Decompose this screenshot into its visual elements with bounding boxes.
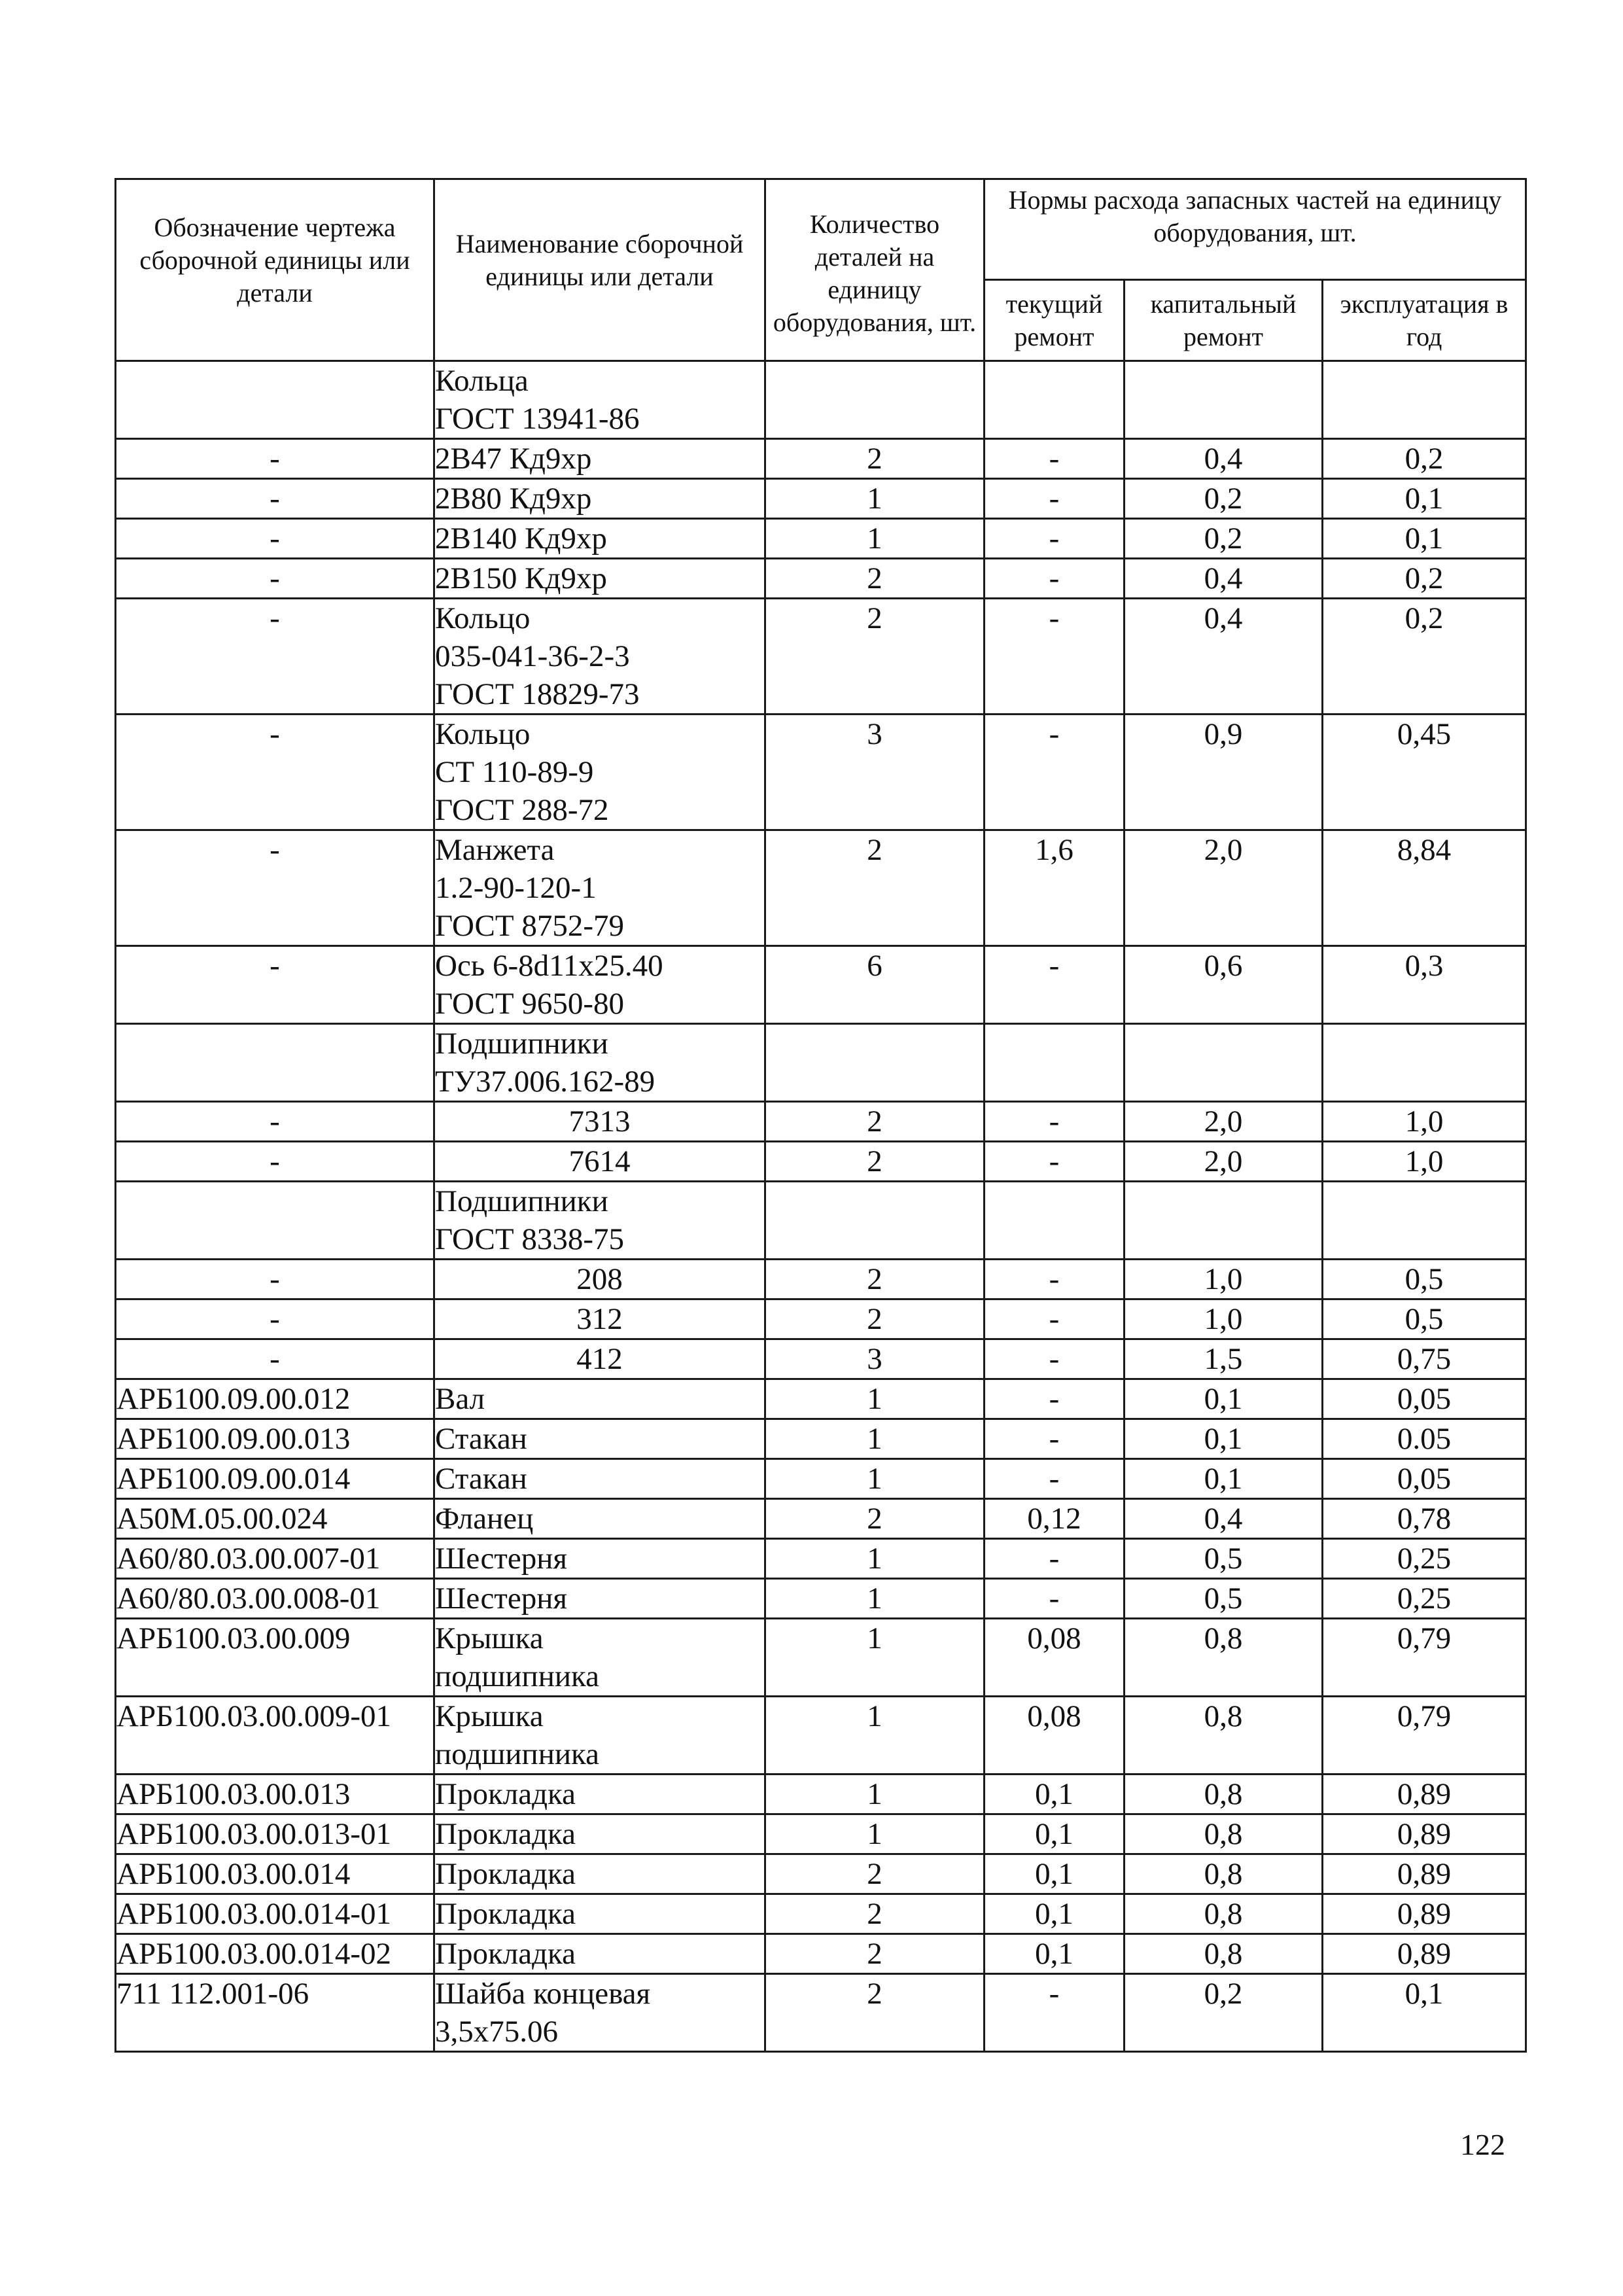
cell-designation: АРБ100.09.00.012 [116, 1379, 434, 1419]
cell-name: 2В140 Кд9хр [434, 519, 765, 559]
cell-designation: - [116, 519, 434, 559]
cell-operation-per-year: 0,5 [1323, 1299, 1526, 1339]
cell-quantity: 1 [765, 1539, 985, 1579]
cell-quantity: 1 [765, 479, 985, 519]
cell-quantity: 1 [765, 1379, 985, 1419]
cell-capital-repair: 0,8 [1125, 1619, 1323, 1697]
cell-operation-per-year: 0.05 [1323, 1419, 1526, 1459]
cell-designation: - [116, 830, 434, 946]
cell-operation-per-year: 0,1 [1323, 479, 1526, 519]
table-row [116, 1499, 1526, 1539]
cell-name: Кольцо 035-041-36-2-3 ГОСТ 18829-73 [434, 599, 765, 715]
cell-capital-repair [1125, 1182, 1323, 1260]
cell-current-repair: - [985, 1339, 1125, 1379]
cell-name: Манжета 1.2-90-120-1 ГОСТ 8752-79 [434, 830, 765, 946]
cell-capital-repair: 0,4 [1125, 599, 1323, 715]
cell-operation-per-year: 0,89 [1323, 1894, 1526, 1934]
cell-quantity: 2 [765, 1299, 985, 1339]
table-row [116, 439, 1526, 479]
header-designation: Обозначение чертежа сборочной единицы или детали [116, 179, 434, 361]
cell-name: Ось 6-8d11x25.40 ГОСТ 9650-80 [434, 946, 765, 1024]
cell-quantity: 1 [765, 1775, 985, 1814]
cell-operation-per-year: 0,2 [1323, 599, 1526, 715]
cell-quantity: 1 [765, 1419, 985, 1459]
cell-current-repair: 0,1 [985, 1775, 1125, 1814]
cell-operation-per-year: 0,75 [1323, 1339, 1526, 1379]
cell-capital-repair: 2,0 [1125, 830, 1323, 946]
cell-current-repair: - [985, 1459, 1125, 1499]
header-operation-per-year: эксплуатация в год [1323, 280, 1526, 361]
cell-capital-repair: 0,9 [1125, 715, 1323, 830]
cell-name: 7313 [434, 1102, 765, 1142]
cell-name: Вал [434, 1379, 765, 1419]
cell-quantity: 2 [765, 830, 985, 946]
cell-current-repair [985, 361, 1125, 439]
cell-name: Кольца ГОСТ 13941-86 [434, 361, 765, 439]
cell-designation: - [116, 1142, 434, 1182]
cell-capital-repair: 1,0 [1125, 1260, 1323, 1299]
cell-current-repair: - [985, 715, 1125, 830]
table-row [116, 1854, 1526, 1894]
table-row [116, 1894, 1526, 1934]
cell-current-repair: - [985, 599, 1125, 715]
cell-current-repair: - [985, 559, 1125, 599]
cell-current-repair: - [985, 439, 1125, 479]
cell-name: 312 [434, 1299, 765, 1339]
cell-designation: - [116, 439, 434, 479]
cell-capital-repair: 0,8 [1125, 1854, 1323, 1894]
cell-designation: АРБ100.03.00.013-01 [116, 1814, 434, 1854]
cell-operation-per-year: 0,79 [1323, 1697, 1526, 1775]
cell-current-repair: 0,12 [985, 1499, 1125, 1539]
cell-operation-per-year: 0,1 [1323, 519, 1526, 559]
table-row [116, 1775, 1526, 1814]
cell-designation: А60/80.03.00.007-01 [116, 1539, 434, 1579]
header-current-repair: текущий ремонт [985, 280, 1125, 361]
cell-quantity: 2 [765, 1894, 985, 1934]
cell-name: 2В150 Кд9хр [434, 559, 765, 599]
cell-operation-per-year: 0,78 [1323, 1499, 1526, 1539]
cell-designation: - [116, 599, 434, 715]
table-header [116, 179, 1526, 361]
table-row [116, 946, 1526, 1024]
cell-designation: А50М.05.00.024 [116, 1499, 434, 1539]
table-row [116, 1142, 1526, 1182]
cell-quantity: 2 [765, 1974, 985, 2052]
cell-capital-repair: 0,8 [1125, 1934, 1323, 1974]
table-row [116, 1579, 1526, 1619]
cell-quantity: 3 [765, 1339, 985, 1379]
cell-operation-per-year: 0,89 [1323, 1854, 1526, 1894]
cell-operation-per-year: 0,05 [1323, 1379, 1526, 1419]
cell-current-repair: - [985, 1539, 1125, 1579]
cell-capital-repair: 2,0 [1125, 1142, 1323, 1182]
cell-quantity [765, 361, 985, 439]
cell-capital-repair: 0,1 [1125, 1459, 1323, 1499]
cell-quantity [765, 1024, 985, 1102]
cell-name: 2В47 Кд9хр [434, 439, 765, 479]
cell-name: Подшипники ГОСТ 8338-75 [434, 1182, 765, 1260]
cell-operation-per-year: 0,1 [1323, 1974, 1526, 2052]
cell-capital-repair: 0,8 [1125, 1775, 1323, 1814]
cell-quantity: 2 [765, 599, 985, 715]
cell-capital-repair [1125, 1024, 1323, 1102]
header-name: Наименование сборочной единицы или детали [434, 179, 765, 361]
cell-name: Прокладка [434, 1934, 765, 1974]
cell-designation: АРБ100.03.00.009 [116, 1619, 434, 1697]
cell-operation-per-year: 0,89 [1323, 1934, 1526, 1974]
cell-quantity: 2 [765, 1142, 985, 1182]
cell-capital-repair: 0,8 [1125, 1697, 1323, 1775]
cell-operation-per-year: 0,45 [1323, 715, 1526, 830]
cell-current-repair: - [985, 1379, 1125, 1419]
table-row [116, 1379, 1526, 1419]
cell-current-repair: - [985, 946, 1125, 1024]
page-number: 122 [1460, 2128, 1505, 2161]
cell-operation-per-year: 1,0 [1323, 1102, 1526, 1142]
cell-operation-per-year: 0,89 [1323, 1814, 1526, 1854]
cell-operation-per-year [1323, 1182, 1526, 1260]
table-row [116, 715, 1526, 830]
cell-operation-per-year [1323, 361, 1526, 439]
cell-designation: 711 112.001-06 [116, 1974, 434, 2052]
cell-operation-per-year: 0,2 [1323, 439, 1526, 479]
cell-quantity: 6 [765, 946, 985, 1024]
spare-parts-table [114, 178, 1527, 2053]
cell-operation-per-year [1323, 1024, 1526, 1102]
cell-capital-repair: 1,0 [1125, 1299, 1323, 1339]
cell-quantity: 2 [765, 1102, 985, 1142]
cell-current-repair: 0,1 [985, 1894, 1125, 1934]
cell-capital-repair: 0,5 [1125, 1539, 1323, 1579]
cell-name: 7614 [434, 1142, 765, 1182]
cell-capital-repair [1125, 361, 1323, 439]
cell-name: Крышка подшипника [434, 1619, 765, 1697]
cell-name: 2В80 Кд9хр [434, 479, 765, 519]
table-row [116, 1102, 1526, 1142]
cell-current-repair: 0,1 [985, 1854, 1125, 1894]
table-row [116, 1814, 1526, 1854]
cell-designation: АРБ100.03.00.014 [116, 1854, 434, 1894]
cell-designation: - [116, 715, 434, 830]
table-row [116, 1697, 1526, 1775]
table-row [116, 1182, 1526, 1260]
cell-quantity [765, 1182, 985, 1260]
cell-capital-repair: 0,1 [1125, 1419, 1323, 1459]
cell-name: 412 [434, 1339, 765, 1379]
table-row [116, 479, 1526, 519]
cell-current-repair: - [985, 1579, 1125, 1619]
cell-capital-repair: 0,8 [1125, 1814, 1323, 1854]
cell-capital-repair: 0,2 [1125, 519, 1323, 559]
cell-name: Прокладка [434, 1894, 765, 1934]
cell-name: 208 [434, 1260, 765, 1299]
cell-designation: - [116, 1102, 434, 1142]
cell-capital-repair: 0,4 [1125, 439, 1323, 479]
cell-current-repair: - [985, 1419, 1125, 1459]
header-norms: Нормы расхода запасных частей на единицу оборудования, шт. [985, 179, 1526, 280]
cell-designation: АРБ100.03.00.014-01 [116, 1894, 434, 1934]
cell-designation [116, 361, 434, 439]
cell-designation: - [116, 1299, 434, 1339]
cell-current-repair: - [985, 1142, 1125, 1182]
cell-capital-repair: 0,1 [1125, 1379, 1323, 1419]
cell-current-repair: - [985, 1974, 1125, 2052]
cell-capital-repair: 1,5 [1125, 1339, 1323, 1379]
cell-operation-per-year: 1,0 [1323, 1142, 1526, 1182]
cell-name: Кольцо СТ 110-89-9 ГОСТ 288-72 [434, 715, 765, 830]
table-row [116, 1974, 1526, 2052]
table-row [116, 1539, 1526, 1579]
table-row [116, 1419, 1526, 1459]
cell-operation-per-year: 0,25 [1323, 1539, 1526, 1579]
cell-current-repair: - [985, 1260, 1125, 1299]
cell-designation: - [116, 1260, 434, 1299]
cell-name: Фланец [434, 1499, 765, 1539]
cell-operation-per-year: 0,5 [1323, 1260, 1526, 1299]
cell-name: Стакан [434, 1459, 765, 1499]
cell-operation-per-year: 0,25 [1323, 1579, 1526, 1619]
cell-current-repair: - [985, 519, 1125, 559]
cell-capital-repair: 0,6 [1125, 946, 1323, 1024]
cell-quantity: 2 [765, 439, 985, 479]
cell-quantity: 1 [765, 1459, 985, 1499]
cell-name: Шайба концевая 3,5x75.06 [434, 1974, 765, 2052]
cell-name: Крышка подшипника [434, 1697, 765, 1775]
cell-capital-repair: 0,2 [1125, 1974, 1323, 2052]
cell-quantity: 3 [765, 715, 985, 830]
table-row [116, 1934, 1526, 1974]
cell-quantity: 1 [765, 519, 985, 559]
table-row [116, 599, 1526, 715]
table-row [116, 361, 1526, 439]
cell-name: Прокладка [434, 1814, 765, 1854]
cell-capital-repair: 0,5 [1125, 1579, 1323, 1619]
cell-designation: АРБ100.09.00.014 [116, 1459, 434, 1499]
cell-designation [116, 1024, 434, 1102]
cell-designation: АРБ100.03.00.009-01 [116, 1697, 434, 1775]
cell-current-repair: - [985, 1102, 1125, 1142]
table-row [116, 1024, 1526, 1102]
cell-current-repair: 0,08 [985, 1697, 1125, 1775]
table-row [116, 1459, 1526, 1499]
table-row [116, 1299, 1526, 1339]
cell-name: Стакан [434, 1419, 765, 1459]
cell-quantity: 1 [765, 1619, 985, 1697]
cell-operation-per-year: 0,3 [1323, 946, 1526, 1024]
header-capital-repair: капитальный ремонт [1125, 280, 1323, 361]
cell-designation: - [116, 479, 434, 519]
table-row [116, 519, 1526, 559]
cell-current-repair [985, 1024, 1125, 1102]
header-quantity: Количество деталей на единицу оборудования, шт. [765, 179, 985, 361]
cell-name: Шестерня [434, 1539, 765, 1579]
cell-quantity: 2 [765, 1854, 985, 1894]
cell-designation: АРБ100.03.00.014-02 [116, 1934, 434, 1974]
cell-designation [116, 1182, 434, 1260]
cell-name: Прокладка [434, 1854, 765, 1894]
cell-capital-repair: 2,0 [1125, 1102, 1323, 1142]
cell-designation: - [116, 946, 434, 1024]
table-row [116, 559, 1526, 599]
cell-designation: А60/80.03.00.008-01 [116, 1579, 434, 1619]
table-row [116, 1619, 1526, 1697]
cell-capital-repair: 0,2 [1125, 479, 1323, 519]
cell-operation-per-year: 0,89 [1323, 1775, 1526, 1814]
cell-quantity: 2 [765, 1499, 985, 1539]
cell-capital-repair: 0,4 [1125, 559, 1323, 599]
cell-current-repair: - [985, 479, 1125, 519]
cell-quantity: 1 [765, 1814, 985, 1854]
cell-operation-per-year: 0,79 [1323, 1619, 1526, 1697]
cell-name: Подшипники ТУ37.006.162-89 [434, 1024, 765, 1102]
table-row [116, 830, 1526, 946]
cell-current-repair: 0,08 [985, 1619, 1125, 1697]
cell-designation: АРБ100.09.00.013 [116, 1419, 434, 1459]
cell-quantity: 2 [765, 559, 985, 599]
cell-current-repair: 1,6 [985, 830, 1125, 946]
cell-designation: АРБ100.03.00.013 [116, 1775, 434, 1814]
table-row [116, 1339, 1526, 1379]
cell-current-repair [985, 1182, 1125, 1260]
cell-quantity: 1 [765, 1579, 985, 1619]
cell-name: Прокладка [434, 1775, 765, 1814]
cell-quantity: 2 [765, 1260, 985, 1299]
table-row [116, 1260, 1526, 1299]
cell-capital-repair: 0,8 [1125, 1894, 1323, 1934]
cell-capital-repair: 0,4 [1125, 1499, 1323, 1539]
cell-current-repair: - [985, 1299, 1125, 1339]
cell-current-repair: 0,1 [985, 1814, 1125, 1854]
cell-current-repair: 0,1 [985, 1934, 1125, 1974]
cell-operation-per-year: 0,05 [1323, 1459, 1526, 1499]
cell-operation-per-year: 0,2 [1323, 559, 1526, 599]
cell-quantity: 1 [765, 1697, 985, 1775]
cell-operation-per-year: 8,84 [1323, 830, 1526, 946]
cell-quantity: 2 [765, 1934, 985, 1974]
cell-name: Шестерня [434, 1579, 765, 1619]
cell-designation: - [116, 559, 434, 599]
table-body [116, 361, 1526, 2052]
cell-designation: - [116, 1339, 434, 1379]
